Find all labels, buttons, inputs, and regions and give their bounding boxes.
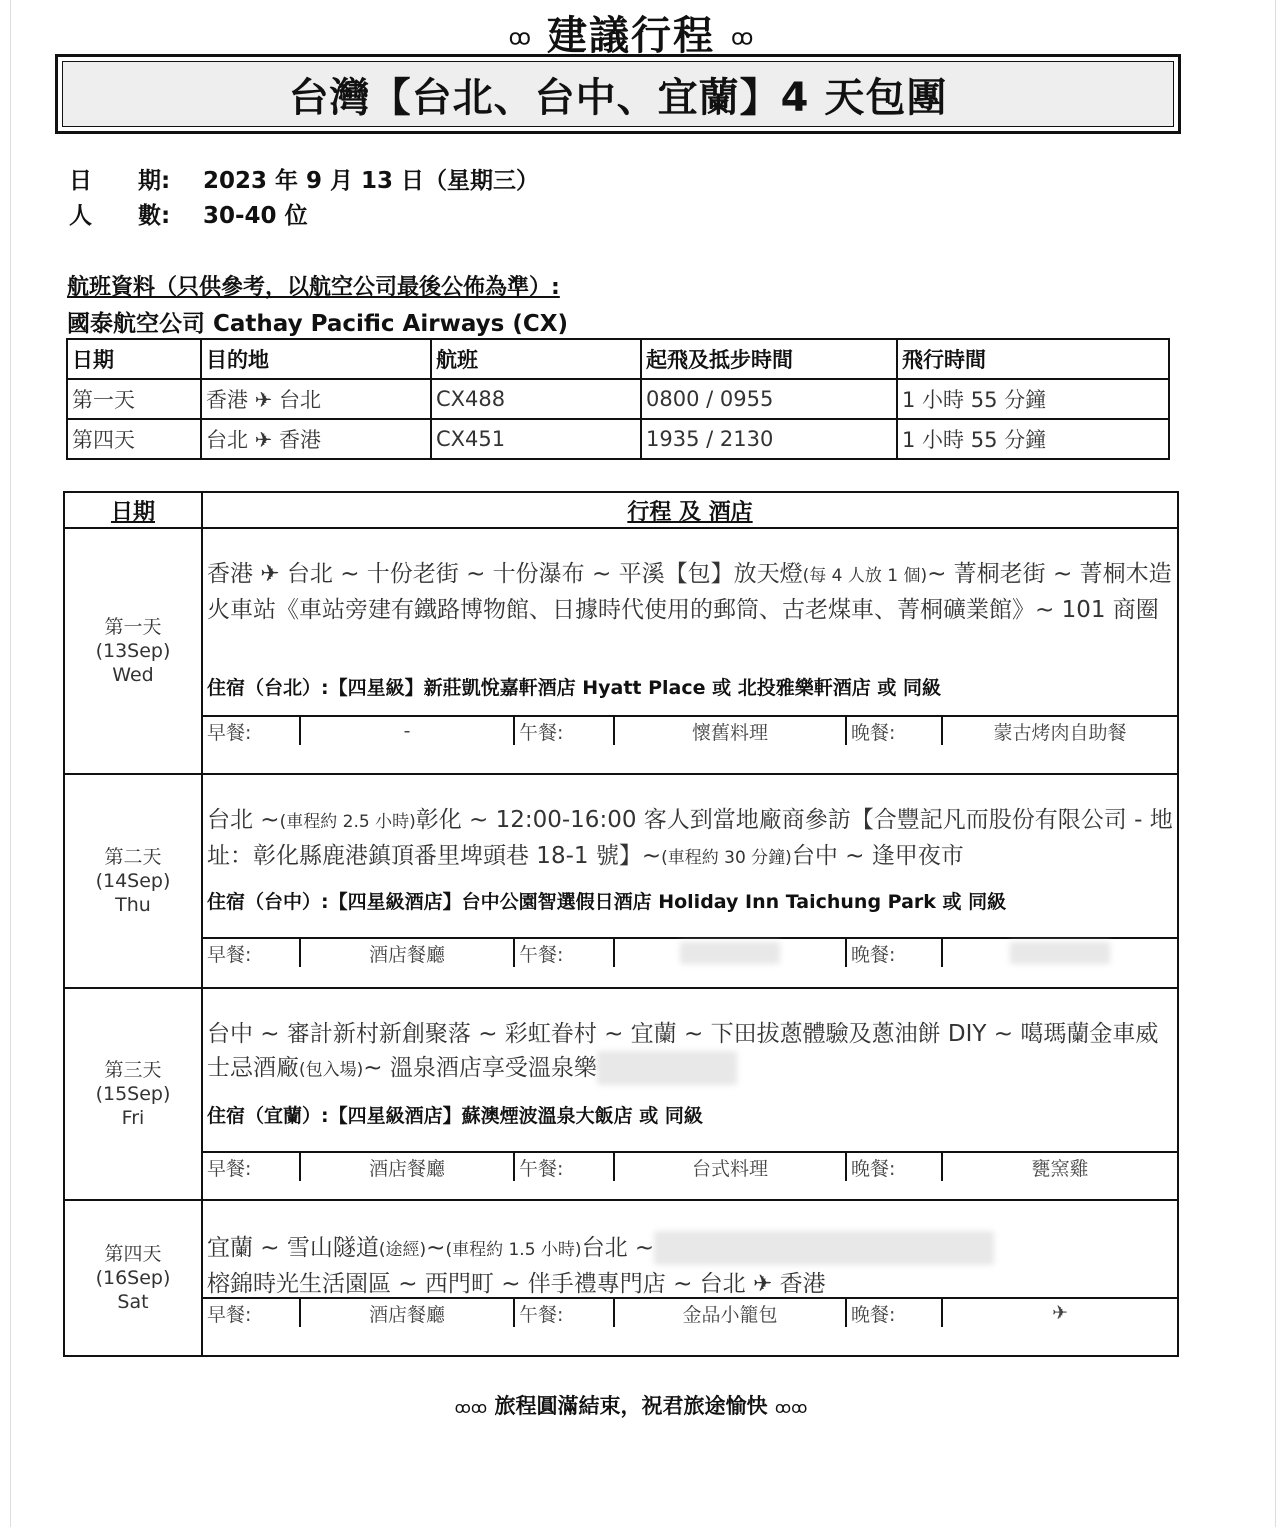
lunch-label: 午餐: <box>514 716 614 745</box>
route-text: 台北 ~ <box>207 807 280 833</box>
dinner-value-redacted <box>942 938 1177 967</box>
day-stay: 住宿（台中）:【四星級酒店】台中公園智選假日酒店 Holiday Inn Taichung Park 或 同級 <box>207 891 1007 913</box>
flight-cell: 香港 ✈ 台北 <box>201 379 431 419</box>
flight-cell: CX488 <box>431 379 641 419</box>
flight-row <box>67 419 1169 459</box>
footer-text: 旅程圓滿結束，祝君旅途愉快 <box>494 1394 768 1418</box>
route-note: (途經) <box>378 1240 427 1260</box>
lunch-value: 台式料理 <box>614 1152 846 1181</box>
route-text: 台中 ~ 審計新村新創聚落 ~ 彩虹眷村 ~ 宜蘭 ~ 下田拔蔥體驗及蔥油餅 DIY ~ 噶瑪蘭金車威士忌酒廠 <box>207 1021 1159 1081</box>
people-value: 30-40 位 <box>203 203 308 229</box>
redacted-text <box>654 1231 994 1265</box>
flight-cell: 第四天 <box>67 419 201 459</box>
day-cell <box>64 528 202 774</box>
day-detail <box>202 774 1178 988</box>
flight-note: 航班資料（只供參考，以航空公司最後公佈為準）: <box>67 275 560 300</box>
tour-title: 台灣【台北、台中、宜蘭】4 天包團 <box>288 74 948 121</box>
meals-row <box>203 1151 1177 1181</box>
flight-col-flight: 航班 <box>431 339 641 379</box>
date-label: 日 期: <box>69 168 171 194</box>
ornament-right-icon: ꝏꝏ <box>774 1398 808 1417</box>
day-date: (13Sep) <box>95 640 171 662</box>
day-cell <box>64 988 202 1200</box>
itinerary-col-date: 日期 <box>64 492 202 528</box>
dinner-label: 晚餐: <box>846 716 942 745</box>
day-row <box>64 988 1178 1200</box>
day-name: 第一天 <box>104 616 162 638</box>
route-text: 彰化 ~ 12:00-16:00 客人到當地廠商參訪【合豐記凡而股份有限公司 - 地址：彰化縣鹿港鎮頂番里埤頭巷 18-1 號】~ <box>207 807 1173 869</box>
day-weekday: Fri <box>121 1107 145 1129</box>
day-row <box>64 1200 1178 1356</box>
breakfast-label: 早餐: <box>203 938 300 967</box>
day-route <box>203 775 1177 877</box>
flight-cell: CX451 <box>431 419 641 459</box>
title-box <box>55 54 1181 134</box>
flight-cell: 1 小時 55 分鐘 <box>897 419 1169 459</box>
dinner-value: 甕窯雞 <box>942 1152 1177 1181</box>
dinner-label: 晚餐: <box>846 938 942 967</box>
dinner-value: 蒙古烤肉自助餐 <box>942 716 1177 745</box>
date-row <box>69 162 539 195</box>
route-text: ~ <box>426 1235 446 1261</box>
ornament-right-icon: ꝏ <box>730 25 754 51</box>
day-weekday: Thu <box>115 894 151 916</box>
route-text: 宜蘭 ~ 雪山隧道 <box>207 1235 379 1261</box>
route-note: (每 4 人放 1 個) <box>802 566 928 586</box>
breakfast-label: 早餐: <box>203 1152 300 1181</box>
day-row <box>64 528 1178 774</box>
itinerary-col-trip: 行程 及 酒店 <box>202 492 1178 528</box>
breakfast-value: 酒店餐廳 <box>300 1298 514 1327</box>
day-name: 第三天 <box>104 1059 162 1081</box>
day-cell <box>64 1200 202 1356</box>
flight-table <box>66 338 1170 460</box>
day-stay: 住宿（宜蘭）:【四星級酒店】蘇澳煙波溫泉大飯店 或 同級 <box>207 1105 703 1127</box>
route-text: 台北 ~ <box>581 1235 655 1261</box>
itinerary-header-row <box>64 492 1178 528</box>
flight-col-times: 起飛及抵步時間 <box>641 339 897 379</box>
flight-col-date: 日期 <box>67 339 201 379</box>
itinerary-table <box>63 491 1179 1357</box>
day-date: (16Sep) <box>95 1267 171 1289</box>
meals-row <box>203 715 1177 745</box>
meals-row <box>203 1297 1177 1327</box>
day-cell <box>64 774 202 988</box>
breakfast-label: 早餐: <box>203 1298 300 1327</box>
day-detail <box>202 1200 1178 1356</box>
airline-name: 國泰航空公司 Cathay Pacific Airways (CX) <box>67 311 568 337</box>
lunch-value-redacted <box>614 938 846 967</box>
day-row <box>64 774 1178 988</box>
lunch-value: 懷舊料理 <box>614 716 846 745</box>
title-box-inner <box>62 61 1174 127</box>
dinner-label: 晚餐: <box>846 1152 942 1181</box>
lunch-label: 午餐: <box>514 1152 614 1181</box>
lunch-value: 金品小籠包 <box>614 1298 846 1327</box>
people-label: 人 數: <box>69 203 171 229</box>
document-heading <box>11 4 1251 61</box>
flight-header-row <box>67 339 1169 379</box>
day-route <box>203 989 1177 1091</box>
flight-col-duration: 飛行時間 <box>897 339 1169 379</box>
route-text: ~ 菁桐老街 ~ 菁桐木造火車站《車站旁建有鐵路博物館、日據時代使用的郵筒、古老煤車、菁桐礦業館》~ 101 商圈 <box>207 561 1172 623</box>
day-weekday: Sat <box>117 1291 149 1313</box>
ornament-left-icon: ꝏ <box>508 25 532 51</box>
route-text: 台中 ~ 逢甲夜市 <box>791 843 964 869</box>
breakfast-value: - <box>300 716 514 745</box>
breakfast-value: 酒店餐廳 <box>300 1152 514 1181</box>
flight-cell: 第一天 <box>67 379 201 419</box>
day-detail <box>202 988 1178 1200</box>
lunch-label: 午餐: <box>514 938 614 967</box>
route-text: ~ 溫泉酒店享受溫泉樂 <box>363 1055 597 1081</box>
day-name: 第四天 <box>104 1243 162 1265</box>
date-value: 2023 年 9 月 13 日（星期三） <box>203 168 540 194</box>
flight-cell: 1935 / 2130 <box>641 419 897 459</box>
dinner-label: 晚餐: <box>846 1298 942 1327</box>
day-route <box>203 1201 1177 1297</box>
day-date: (15Sep) <box>95 1083 171 1105</box>
heading-text: 建議行程 <box>547 13 715 59</box>
day-route <box>203 529 1177 663</box>
day-date: (14Sep) <box>95 870 171 892</box>
lunch-label: 午餐: <box>514 1298 614 1327</box>
flight-cell: 台北 ✈ 香港 <box>201 419 431 459</box>
dinner-value: ✈ <box>942 1298 1177 1327</box>
route-note: (車程約 1.5 小時) <box>445 1240 582 1260</box>
route-note: (車程約 30 分鐘) <box>661 848 792 868</box>
day-name: 第二天 <box>104 846 162 868</box>
flight-col-destination: 目的地 <box>201 339 431 379</box>
route-note: (包入場) <box>299 1060 364 1080</box>
people-row <box>69 197 308 230</box>
route-text: 榕錦時光生活園區 ~ 西門町 ~ 伴手禮專門店 ~ 台北 ✈ 香港 <box>207 1271 826 1297</box>
itinerary-page <box>10 0 1276 1527</box>
day-weekday: Wed <box>112 664 154 686</box>
day-stay: 住宿（台北）:【四星級】新莊凱悅嘉軒酒店 Hyatt Place 或 北投雅樂軒酒店 或 同級 <box>207 677 941 699</box>
footer <box>11 1390 1251 1420</box>
flight-cell: 1 小時 55 分鐘 <box>897 379 1169 419</box>
day-detail <box>202 528 1178 774</box>
ornament-left-icon: ꝏꝏ <box>454 1398 488 1417</box>
route-note: (車程約 2.5 小時) <box>279 812 416 832</box>
flight-row <box>67 379 1169 419</box>
route-text: 香港 ✈ 台北 ~ 十份老街 ~ 十份瀑布 ~ 平溪【包】放天燈 <box>207 561 803 587</box>
meals-row <box>203 937 1177 967</box>
flight-cell: 0800 / 0955 <box>641 379 897 419</box>
breakfast-label: 早餐: <box>203 716 300 745</box>
breakfast-value: 酒店餐廳 <box>300 938 514 967</box>
redacted-text <box>597 1051 737 1085</box>
